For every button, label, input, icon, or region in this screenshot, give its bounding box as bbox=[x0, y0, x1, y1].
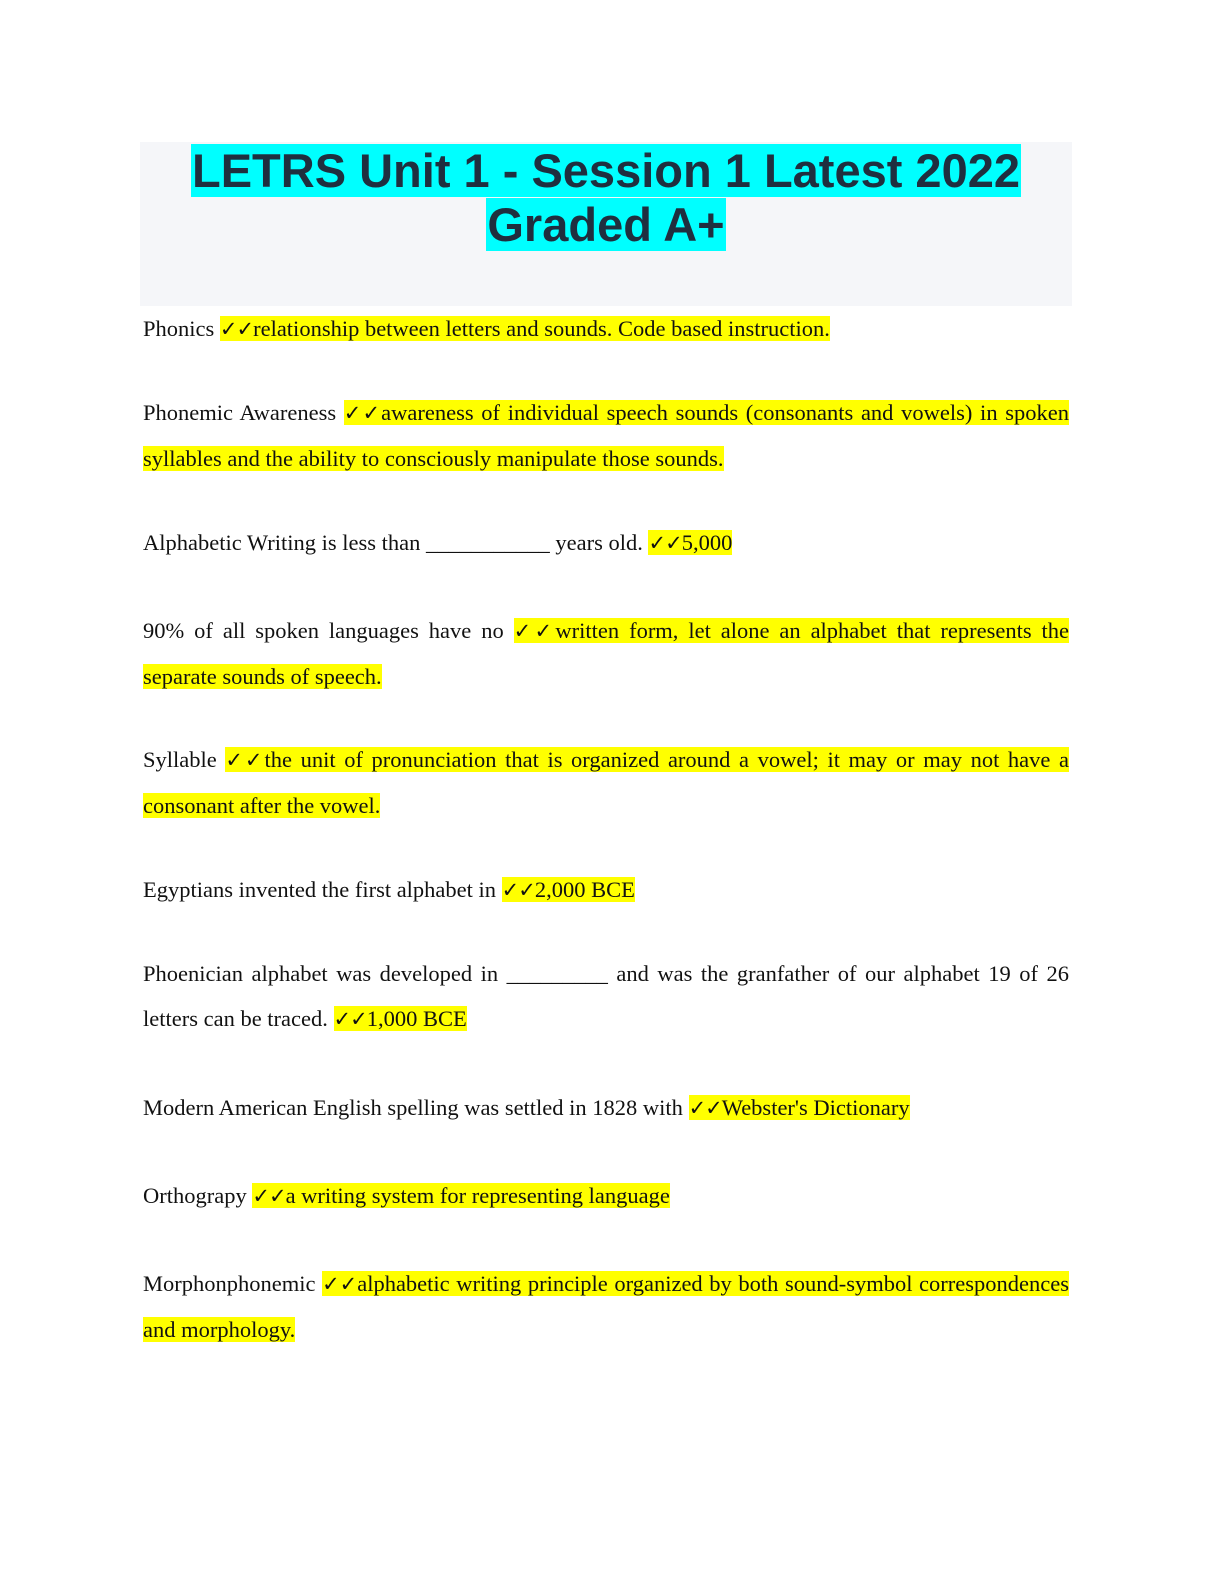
entry-answer: alphabetic writing principle organized by both sound-symbol correspondences and morphology. bbox=[143, 1271, 1069, 1342]
qa-entry-phonemic-awareness bbox=[143, 390, 1069, 481]
qa-entry-syllable bbox=[143, 737, 1069, 828]
entry-answer-highlight bbox=[252, 1183, 669, 1208]
document-title bbox=[140, 142, 1072, 252]
entry-term: Modern American English spelling was settled in 1828 with bbox=[143, 1095, 689, 1120]
entry-answer-highlight bbox=[648, 530, 732, 555]
entry-term: Syllable bbox=[143, 747, 226, 772]
check-icon: ✓✓ bbox=[219, 317, 254, 341]
entry-term: Phoenician alphabet was developed in _________ and was the granfather of our alphabet 19 of 26 letters can be traced. bbox=[143, 961, 1069, 1031]
entry-term: Phonics bbox=[143, 316, 220, 341]
entry-term: Orthograpy bbox=[143, 1183, 253, 1208]
entry-answer: 2,000 BCE bbox=[534, 877, 635, 902]
entry-answer: written form, let alone an alphabet that represents the separate sounds of speech. bbox=[143, 618, 1069, 689]
qa-entry-american-spelling bbox=[143, 1085, 1069, 1131]
entry-answer: awareness of individual speech sounds (consonants and vowels) in spoken syllables and the ability to consciously manipulate those sounds. bbox=[143, 400, 1070, 471]
entry-term: Phonemic Awareness bbox=[143, 400, 344, 425]
qa-entry-egyptians bbox=[143, 867, 1069, 913]
qa-entry-phoenician bbox=[143, 951, 1069, 1042]
entry-answer-highlight bbox=[220, 316, 830, 341]
check-icon: ✓✓ bbox=[648, 531, 682, 555]
check-icon: ✓✓ bbox=[225, 748, 265, 772]
title-line-2: Graded A+ bbox=[487, 198, 725, 251]
entry-answer: the unit of pronunciation that is organized around a vowel; it may or may not have a consonant after the vowel. bbox=[143, 747, 1069, 818]
entry-term: Egyptians invented the first alphabet in bbox=[143, 877, 502, 902]
entry-answer: Webster's Dictionary bbox=[721, 1095, 910, 1120]
entry-answer: 1,000 BCE bbox=[366, 1006, 467, 1031]
qa-entry-orthography bbox=[143, 1173, 1069, 1219]
entry-answer-highlight bbox=[502, 877, 635, 902]
entry-term: 90% of all spoken languages have no bbox=[143, 618, 514, 643]
entry-term: Morphonphonemic bbox=[143, 1271, 323, 1296]
entry-answer: 5,000 bbox=[681, 530, 733, 555]
entry-answer-highlight bbox=[143, 747, 1069, 818]
title-line-1: LETRS Unit 1 - Session 1 Latest 2022 bbox=[192, 144, 1020, 197]
qa-entry-morphophonemic bbox=[143, 1261, 1069, 1352]
check-icon: ✓✓ bbox=[252, 1184, 286, 1208]
check-icon: ✓✓ bbox=[333, 1007, 367, 1031]
title-box bbox=[140, 142, 1072, 306]
entry-answer: a writing system for representing language bbox=[285, 1183, 670, 1208]
entry-term: Alphabetic Writing is less than ___________ years old. bbox=[143, 530, 649, 555]
qa-entry-alphabetic-writing bbox=[143, 520, 1069, 566]
entry-answer-highlight bbox=[689, 1095, 910, 1120]
check-icon: ✓✓ bbox=[513, 619, 556, 643]
qa-entry-spoken-languages bbox=[143, 608, 1069, 699]
check-icon: ✓✓ bbox=[343, 401, 382, 425]
check-icon: ✓✓ bbox=[688, 1096, 722, 1120]
entry-answer: relationship between letters and sounds. Code based instruction. bbox=[253, 316, 830, 341]
check-icon: ✓✓ bbox=[501, 878, 535, 902]
entry-answer-highlight bbox=[334, 1006, 467, 1031]
check-icon: ✓✓ bbox=[322, 1272, 358, 1296]
qa-entry-phonics bbox=[143, 306, 1069, 352]
